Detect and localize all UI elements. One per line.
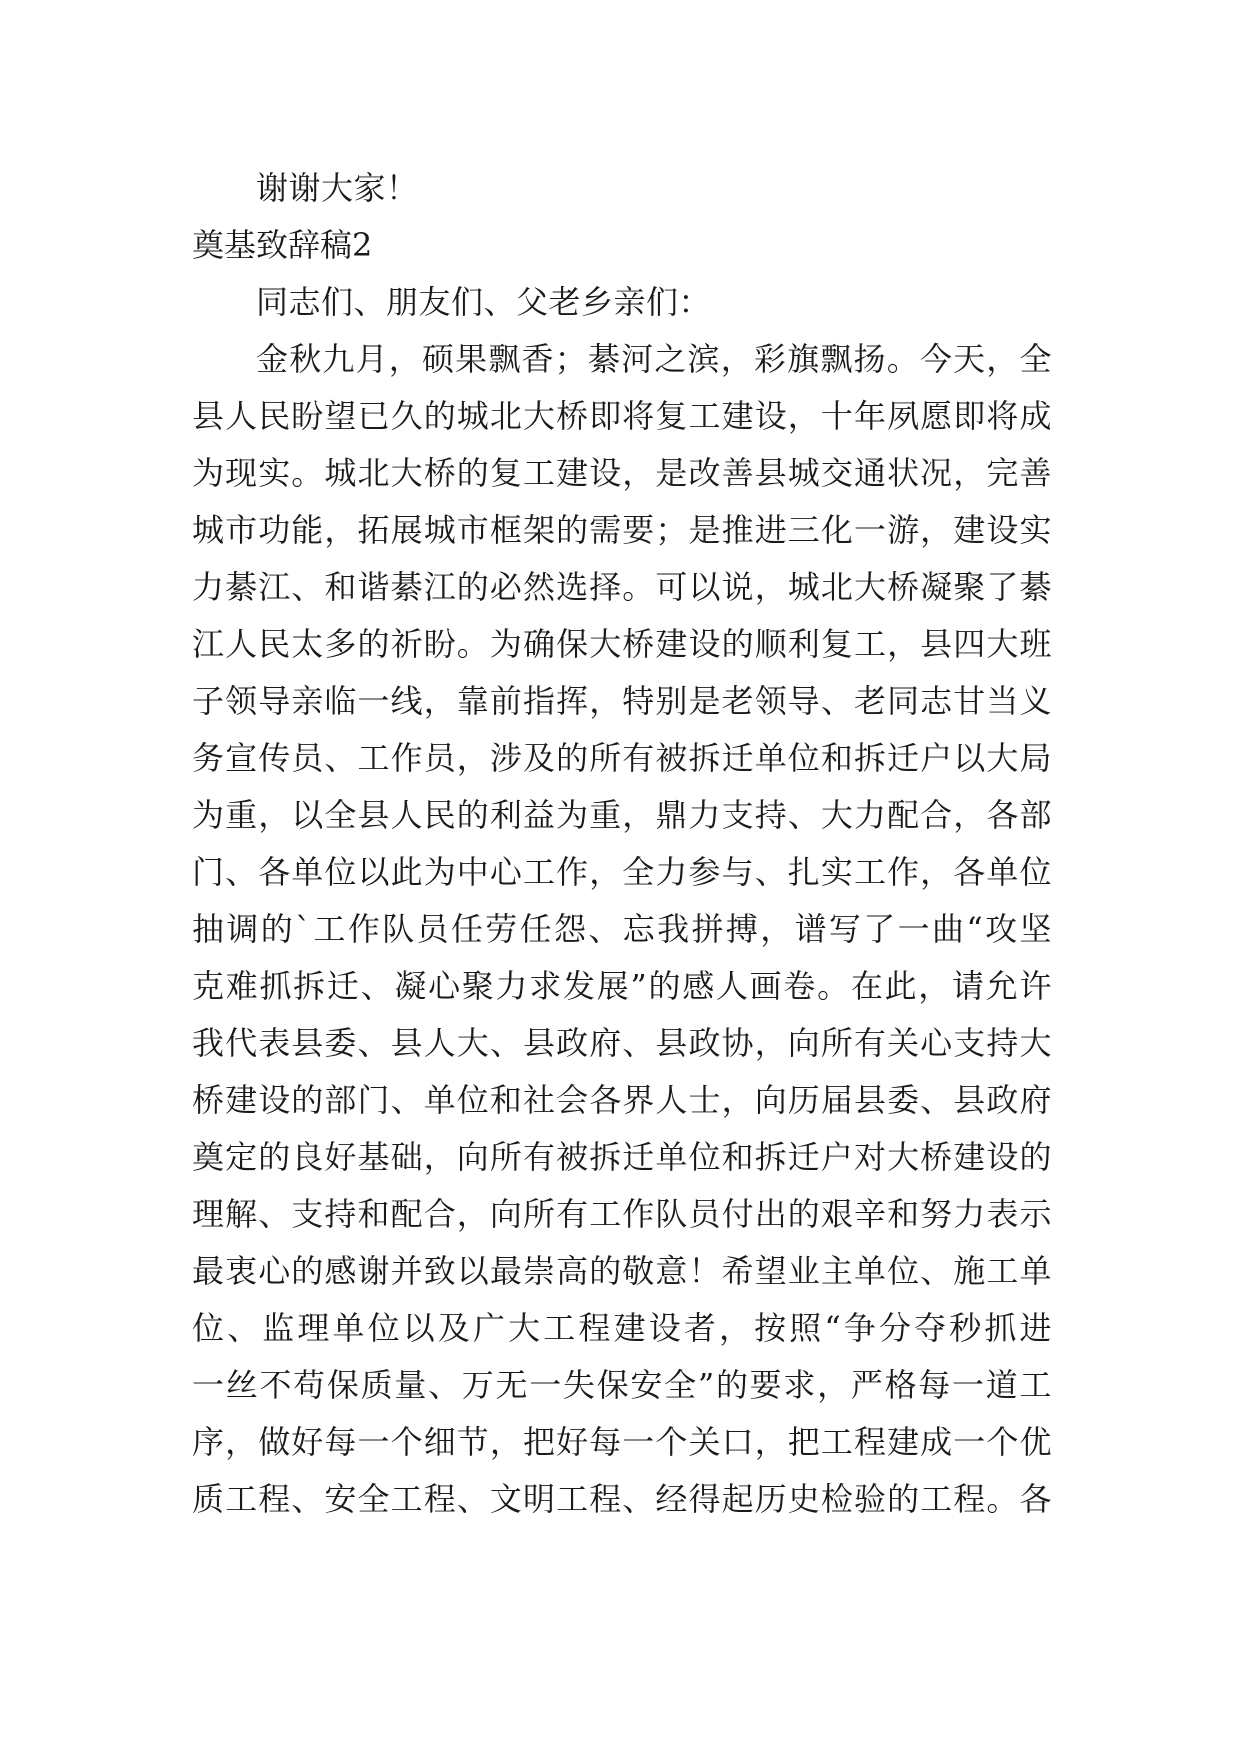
paragraph-line: 子领导亲临一线，靠前指挥，特别是老领导、老同志甘当义 [192,682,1052,720]
paragraph-line: 桥建设的部门、单位和社会各界人士，向历届县委、县政府 [192,1081,1052,1119]
paragraph-line: 务宣传员、工作员，涉及的所有被拆迁单位和拆迁户以大局 [192,739,1052,777]
paragraph-line: 奠定的良好基础，向所有被拆迁单位和拆迁户对大桥建设的 [192,1138,1052,1176]
closing-line: 谢谢大家！ [256,169,419,207]
paragraph-line: 力綦江、和谐綦江的必然选择。可以说，城北大桥凝聚了綦 [192,568,1052,606]
paragraph-line: 县人民盼望已久的城北大桥即将复工建设，十年夙愿即将成 [192,397,1052,435]
paragraph-line: 克难抓拆迁、凝心聚力求发展”的感人画卷。在此，请允许 [192,967,1052,1005]
document-title: 奠基致辞稿2 [192,226,373,264]
paragraph-line: 我代表县委、县人大、县政府、县政协，向所有关心支持大 [192,1024,1052,1062]
salutation-line: 同志们、朋友们、父老乡亲们： [256,283,712,321]
paragraph-line: 质工程、安全工程、文明工程、经得起历史检验的工程。各 [192,1480,1052,1518]
paragraph-line: 城市功能，拓展城市框架的需要；是推进三化一游，建设实 [192,511,1052,549]
paragraph-line: 抽调的`工作队员任劳任怨、忘我拼搏，谱写了一曲“攻坚 [192,910,1052,948]
paragraph-line: 门、各单位以此为中心工作，全力参与、扎实工作，各单位 [192,853,1052,891]
paragraph-line: 序，做好每一个细节，把好每一个关口，把工程建成一个优 [192,1423,1052,1461]
paragraph-line: 为现实。城北大桥的复工建设，是改善县城交通状况，完善 [192,454,1052,492]
document-page [192,160,1052,1528]
paragraph-line: 为重，以全县人民的利益为重，鼎力支持、大力配合，各部 [192,796,1052,834]
paragraph-line: 位、监理单位以及广大工程建设者，按照“争分夺秒抓进 [192,1309,1052,1347]
paragraph-line: 金秋九月，硕果飘香；綦河之滨，彩旗飘扬。今天，全 [256,340,1052,378]
paragraph-line: 江人民太多的祈盼。为确保大桥建设的顺利复工，县四大班 [192,625,1052,663]
paragraph-line: 最衷心的感谢并致以最崇高的敬意！希望业主单位、施工单 [192,1252,1052,1290]
paragraph-line: 理解、支持和配合，向所有工作队员付出的艰辛和努力表示 [192,1195,1052,1233]
paragraph-line: 一丝不苟保质量、万无一失保安全”的要求，严格每一道工 [192,1366,1052,1404]
